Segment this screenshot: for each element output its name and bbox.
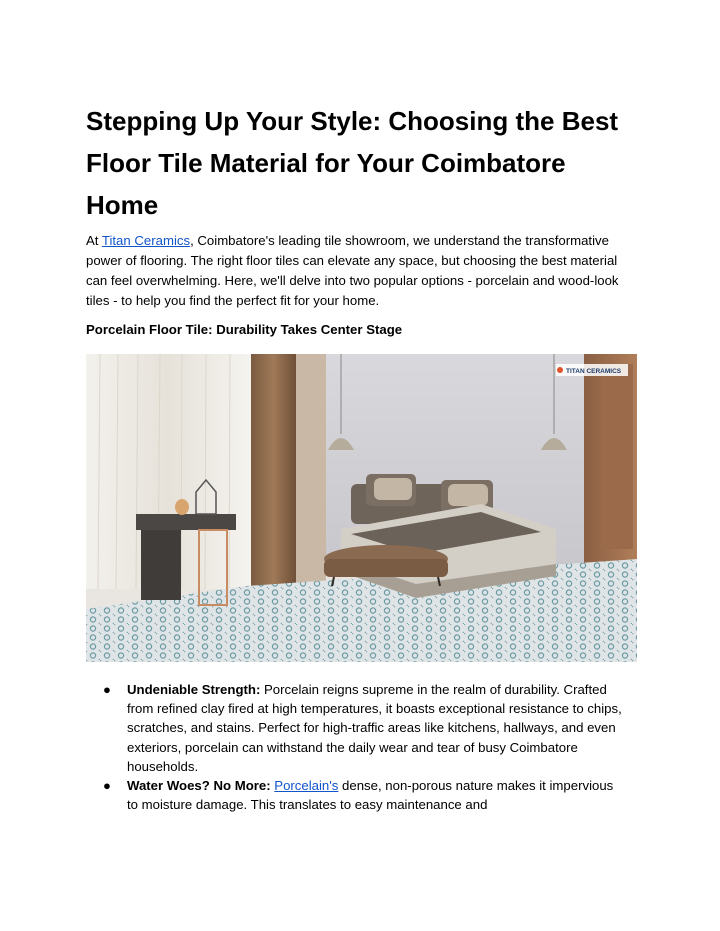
intro-suffix: , Coimbatore's leading tile showroom, we understand the transformative power of flooring. The right floor tiles can elevate any space, but choosing the best material can feel overwhelming. Here, we'll delve into two popular options - porcelain and wood-look tiles - to help you find the perfect fit for your home. <box>86 233 619 308</box>
pillow-right <box>448 484 488 506</box>
intro-prefix: At <box>86 233 102 248</box>
ottoman-bench <box>324 559 448 577</box>
wall-side <box>296 354 326 584</box>
titan-ceramics-link[interactable]: Titan Ceramics <box>101 233 191 248</box>
section-heading: Porcelain Floor Tile: Durability Takes Center Stage <box>86 322 403 337</box>
watermark-text: TITAN CERAMICS <box>566 368 622 375</box>
feature-list <box>86 680 626 814</box>
bedroom-photo <box>86 354 637 662</box>
bullet-heading: Undeniable Strength: <box>127 682 261 697</box>
pillow-left <box>374 478 412 500</box>
bullet-heading: Water Woes? No More: <box>127 778 271 794</box>
bullet-text: Porcelain reigns supreme in the realm of durability. Crafted from refined clay fired at high temperatures, it boasts exceptional resistance to chips, scratches, and stains. Perfect for high-traffic areas like kitchens, hallways, and even exteriors, porcelain can withstand the daily wear and tear of busy Coimbatore households. <box>127 682 622 774</box>
intro-paragraph <box>86 231 642 311</box>
bullet-icon: ● <box>103 778 111 794</box>
watermark-logo-icon <box>557 367 563 373</box>
list-item <box>86 680 626 776</box>
bullet-icon: ● <box>103 682 111 697</box>
bullet-text: dense, non-porous nature makes it impervious to moisture damage. This translates to easy maintenance and <box>127 778 614 813</box>
page-title: Stepping Up Your Style: Choosing the Best Floor Tile Material for Your Coimbatore Home <box>86 106 619 220</box>
brown-drape <box>251 354 296 594</box>
console-table-leg <box>141 530 181 600</box>
wood-panel-inner <box>601 364 633 549</box>
console-table-top <box>136 514 236 530</box>
list-item <box>86 776 626 814</box>
porcelain-link[interactable]: Porcelain's <box>274 778 339 794</box>
vase <box>175 499 189 515</box>
